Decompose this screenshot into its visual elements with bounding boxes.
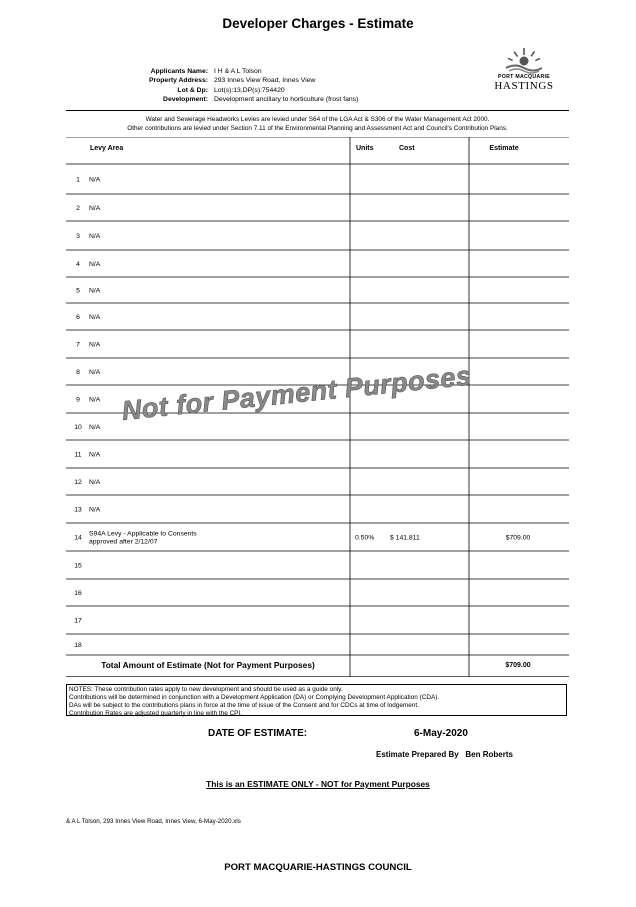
lot-dp-label: Lot & Dp: xyxy=(177,86,208,94)
row-levy-label: N/A xyxy=(89,205,101,212)
row-number: 18 xyxy=(74,642,82,649)
intro-line-2: Other contributions are levied under Section 7.11 of the Environmental Planning and Assessment Act and Council's Contribution Plans. xyxy=(127,125,508,132)
row-number: 17 xyxy=(74,617,82,625)
row-levy-label: N/A xyxy=(89,176,101,184)
row-levy-label: N/A xyxy=(89,369,101,376)
prepared-by-label: Estimate Prepared By xyxy=(376,750,459,759)
row-number: 10 xyxy=(74,424,82,431)
note-line-2: Contributions will be determined in conjunction with a Development Application (DA) or Complying Development Application (CDA). xyxy=(69,694,440,701)
row-number: 2 xyxy=(76,205,80,212)
row-number: 13 xyxy=(74,506,82,514)
row-levy-label-line2: approved after 2/12/07 xyxy=(89,538,158,546)
row-levy-label: S94A Levy - Applicable to Consents xyxy=(89,530,197,538)
note-line-3: DAs will be subject to the contributions plans in force at the time of issue of the Consent and for CDCs at time of lodgement. xyxy=(69,702,419,709)
row-number: 16 xyxy=(74,590,82,597)
prepared-by-name: Ben Roberts xyxy=(465,750,513,759)
row-number: 5 xyxy=(76,287,80,295)
row-number: 3 xyxy=(76,233,80,240)
row-number: 8 xyxy=(76,369,80,376)
row-number: 7 xyxy=(76,341,80,349)
intro-line-1: Water and Sewerage Headworks Levies are levied under S64 of the LGA Act & S306 of the Water Management Act 2000. xyxy=(145,116,490,123)
applicant-name-label: Applicants Name: xyxy=(150,68,208,75)
footer-council-name: PORT MACQUARIE-HASTINGS COUNCIL xyxy=(224,862,412,873)
intro-text xyxy=(66,115,569,133)
note-line-4: Contribution Rates are adjusted quarterly in line with the CPI. xyxy=(69,710,242,717)
header-levy-area: Levy Area xyxy=(90,145,124,152)
row-levy-label: N/A xyxy=(89,451,101,459)
row-number: 11 xyxy=(74,451,82,459)
total-value: $709.00 xyxy=(505,662,531,669)
row-estimate: $709.00 xyxy=(505,534,531,542)
row-number: 9 xyxy=(76,396,80,404)
applicant-labels xyxy=(80,67,208,105)
date-of-estimate-label: DATE OF ESTIMATE: xyxy=(208,728,308,739)
row-levy-label: N/A xyxy=(89,506,101,514)
property-address-label: Property Address: xyxy=(148,77,208,85)
property-address-value: 293 Innes View Road, Innes View xyxy=(214,77,316,85)
file-name: & A L Tolson, 293 Innes View Road, Innes View, 6-May-2020.xls xyxy=(66,818,241,825)
logo-text-line1: PORT MACQUARIE xyxy=(497,74,551,80)
header-units: Units xyxy=(356,145,374,152)
logo-text-line2: HASTINGS xyxy=(494,80,554,92)
note-line-1: NOTES: These contribution rates apply to new development and should be used as a guide only. xyxy=(69,686,343,693)
development-value: Development ancillary to horticulture (frost fans) xyxy=(214,96,359,104)
row-number: 12 xyxy=(74,479,82,486)
row-levy-label: N/A xyxy=(89,314,101,321)
row-cost: $ 141,811 xyxy=(390,534,420,542)
page-title: Developer Charges - Estimate xyxy=(222,16,414,31)
row-number: 15 xyxy=(74,562,82,570)
applicant-name-value: I H & A L Tolson xyxy=(214,68,262,75)
prepared-by xyxy=(376,750,513,759)
header-cost: Cost xyxy=(399,145,415,152)
applicant-values xyxy=(214,67,434,105)
row-number: 4 xyxy=(76,261,80,268)
row-units: 0.50% xyxy=(355,534,375,542)
row-levy-label: N/A xyxy=(89,479,101,486)
notes-box xyxy=(66,684,567,716)
row-number: 14 xyxy=(74,534,82,542)
development-label: Development: xyxy=(163,96,208,104)
total-label: Total Amount of Estimate (Not for Payment Purposes) xyxy=(101,660,315,670)
row-levy-label: N/A xyxy=(89,233,101,240)
row-levy-label: N/A xyxy=(89,261,101,268)
watermark-text: Not for Payment Purposes xyxy=(120,360,473,426)
date-of-estimate-value: 6-May-2020 xyxy=(414,728,468,739)
row-number: 6 xyxy=(76,314,80,321)
row-levy-label: N/A xyxy=(89,424,101,431)
row-levy-label: N/A xyxy=(89,396,101,404)
divider xyxy=(66,110,569,111)
estimate-only-notice: This is an ESTIMATE ONLY - NOT for Payment Purposes xyxy=(206,779,430,789)
row-levy-label: N/A xyxy=(89,287,101,295)
header-estimate: Estimate xyxy=(489,145,519,152)
lot-dp-value: Lot(s):13,DP(s):754420 xyxy=(214,86,285,94)
row-levy-label: N/A xyxy=(89,341,101,349)
row-number: 1 xyxy=(76,176,80,184)
